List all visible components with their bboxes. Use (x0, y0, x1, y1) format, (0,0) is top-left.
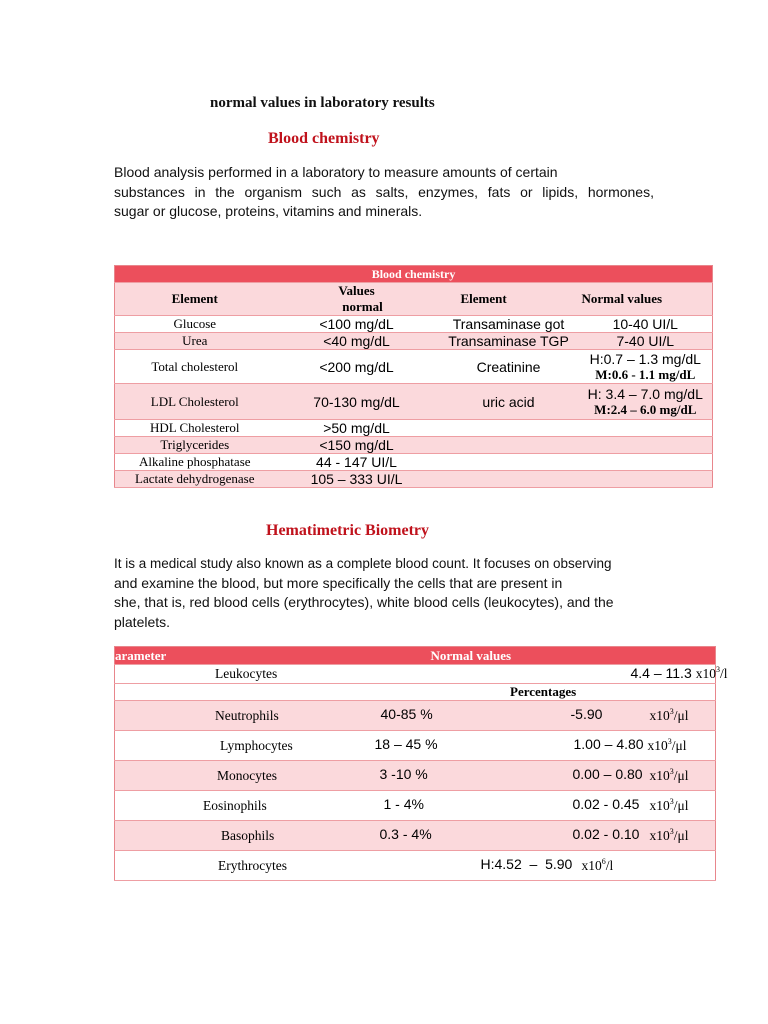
percent-value: 40-85 % (380, 706, 433, 722)
unit-tail: /μl (673, 708, 689, 723)
parameter-name: Neutrophils (115, 701, 351, 731)
unit (650, 797, 689, 814)
table-row-erythrocytes (115, 851, 716, 881)
unit-tail: /μl (671, 738, 687, 753)
absolute-cell (379, 761, 716, 791)
header-line: Values (338, 283, 375, 298)
header-line: normal (342, 299, 383, 314)
intro-line: It is a medical study also known as a complete blood count. It focuses on observing (114, 556, 612, 571)
intro-line: substances in the organism such as salts, enzymes, fats or lipids, hormones, (114, 183, 654, 200)
unit (648, 737, 687, 754)
page-title: normal values in laboratory results (210, 95, 435, 111)
unit-tail: /μl (673, 828, 689, 843)
normal-cell: 7-40 UI/L (579, 333, 713, 350)
absolute-cell (374, 731, 716, 761)
table-row-leukocytes (115, 665, 716, 684)
element-cell: Urea (115, 333, 275, 350)
table-row (115, 333, 713, 350)
value-cell: 44 - 147 UI/L (275, 454, 439, 471)
element2-cell (439, 454, 579, 471)
percent-value: 1 - 4% (383, 796, 424, 812)
intro-line: and examine the blood, but more specifically the cells that are present in (114, 574, 563, 591)
unit-tail: /l (720, 666, 728, 681)
unit (696, 666, 728, 681)
hematimetric-table (114, 646, 728, 881)
unit-base: x10 (649, 768, 670, 783)
unit-base: x10 (695, 666, 716, 681)
intro-line: platelets. (114, 613, 171, 630)
unit-exponent: 6 (601, 857, 606, 866)
absolute-value: -5.90 (570, 706, 603, 722)
absolute-value: 0.02 - 0.45 (572, 796, 640, 812)
value-cell: <200 mg/dL (275, 350, 439, 384)
element-cell: Total cholesterol (115, 350, 275, 384)
leukocyte-value-cell (351, 665, 728, 684)
parameter-name: Erythrocytes (115, 851, 351, 881)
normal-cell (579, 420, 713, 437)
absolute-cell (380, 701, 716, 731)
intro-line: she, that is, red blood cells (erythrocytes), white blood cells (leukocytes), and the (114, 594, 614, 610)
unit-exponent: 3 (669, 827, 674, 836)
unit-base: x10 (649, 708, 670, 723)
element2-cell: Creatinine (439, 350, 579, 384)
unit (650, 827, 689, 844)
intro-line: Blood analysis performed in a laboratory to measure amounts of certain (114, 164, 558, 180)
element-cell: LDL Cholesterol (115, 384, 275, 420)
unit-tail: /μl (673, 798, 689, 813)
erythrocyte-value-cell (351, 851, 716, 881)
table-row (115, 316, 713, 333)
normal-value-men: H:0.7 – 1.3 mg/dL (589, 350, 701, 367)
unit (582, 857, 614, 874)
table-row (115, 791, 716, 821)
element-cell: Alkaline phosphatase (115, 454, 275, 471)
parameter-name: Basophils (115, 821, 351, 851)
unit-exponent: 3 (669, 767, 674, 776)
table-row (115, 731, 716, 761)
element2-cell: Transaminase TGP (439, 333, 579, 350)
absolute-value: 0.00 – 0.80 (572, 766, 643, 782)
table-row (115, 471, 713, 488)
percentages-label: Percentages (115, 684, 716, 701)
percent-value: 0.3 - 4% (379, 826, 432, 842)
value-cell: 70-130 mg/dL (275, 384, 439, 420)
element-cell: Glucose (115, 316, 275, 333)
table-caption: Blood chemistry (115, 266, 713, 283)
table-row (115, 384, 713, 420)
column-header-element: Element (115, 283, 275, 316)
table-row (115, 761, 716, 791)
normal-value-women: M:2.4 – 6.0 mg/dL (594, 401, 697, 417)
table-caption-row (115, 266, 713, 283)
normal-cell (579, 454, 713, 471)
value-cell: <100 mg/dL (275, 316, 439, 333)
intro-line: sugar or glucose, proteins, vitamins and minerals. (114, 203, 423, 219)
blood-chemistry-table (114, 265, 713, 488)
absolute-cell (383, 791, 716, 821)
unit-exponent: 3 (669, 707, 674, 716)
table-header-row (115, 283, 713, 316)
normal-cell (579, 384, 713, 420)
unit-tail: /l (605, 858, 614, 873)
parameter-name: Lymphocytes (115, 731, 351, 761)
table-row (115, 437, 713, 454)
table-row-percentages (115, 684, 716, 701)
element2-cell (439, 437, 579, 454)
value-cell: >50 mg/dL (275, 420, 439, 437)
value-cell: <40 mg/dL (275, 333, 439, 350)
element2-cell: Transaminase got (439, 316, 579, 333)
element-cell: Triglycerides (115, 437, 275, 454)
unit-exponent: 3 (669, 797, 674, 806)
element2-cell: uric acid (439, 384, 579, 420)
normal-cell: 10-40 UI/L (579, 316, 713, 333)
normal-cell (579, 350, 713, 384)
unit (650, 707, 689, 724)
element2-cell (439, 471, 579, 488)
normal-cell (579, 437, 713, 454)
table-row (115, 821, 716, 851)
table-header-row (115, 647, 716, 665)
column-header-parameter: arameter (115, 647, 351, 665)
unit-base: x10 (647, 738, 668, 753)
parameter-name: Monocytes (115, 761, 351, 791)
column-header-values (275, 283, 439, 316)
leukocyte-value: 4.4 – 11.3 (630, 665, 692, 681)
normal-cell (579, 471, 713, 488)
element2-cell (439, 420, 579, 437)
column-header-normal-values: Normal values (579, 283, 713, 316)
unit-tail: /μl (673, 768, 689, 783)
unit (650, 767, 689, 784)
column-header-normal-values: Normal values (351, 647, 716, 665)
section-intro-blood-chemistry (114, 163, 654, 222)
section-intro-hematimetric (114, 554, 674, 632)
unit-exponent: 3 (667, 737, 672, 746)
table-row (115, 454, 713, 471)
normal-value-men: H: 3.4 – 7.0 mg/dL (587, 385, 703, 402)
absolute-value: 1.00 – 4.80 (573, 736, 644, 752)
table-row (115, 420, 713, 437)
unit-base: x10 (581, 858, 602, 873)
percent-value: 3 -10 % (379, 766, 428, 782)
element-cell: HDL Cholesterol (115, 420, 275, 437)
table-row (115, 350, 713, 384)
absolute-cell (379, 821, 716, 851)
percent-value: 18 – 45 % (374, 736, 438, 752)
normal-value-women: M:0.6 - 1.1 mg/dL (595, 366, 696, 382)
erythrocyte-value: H:4.52 – 5.90 (480, 856, 573, 872)
unit-base: x10 (649, 798, 670, 813)
absolute-value: 0.02 - 0.10 (572, 826, 640, 842)
unit-exponent: 3 (716, 665, 720, 674)
value-cell: <150 mg/dL (275, 437, 439, 454)
table-row (115, 701, 716, 731)
element-cell: Lactate dehydrogenase (115, 471, 275, 488)
value-cell: 105 – 333 UI/L (275, 471, 439, 488)
parameter-name: Leukocytes (115, 665, 351, 684)
column-header-element2: Element (439, 283, 579, 316)
section-title-hematimetric: Hematimetric Biometry (266, 522, 430, 539)
parameter-name: Eosinophils (115, 791, 351, 821)
section-title-blood-chemistry: Blood chemistry (268, 130, 380, 147)
unit-base: x10 (649, 828, 670, 843)
